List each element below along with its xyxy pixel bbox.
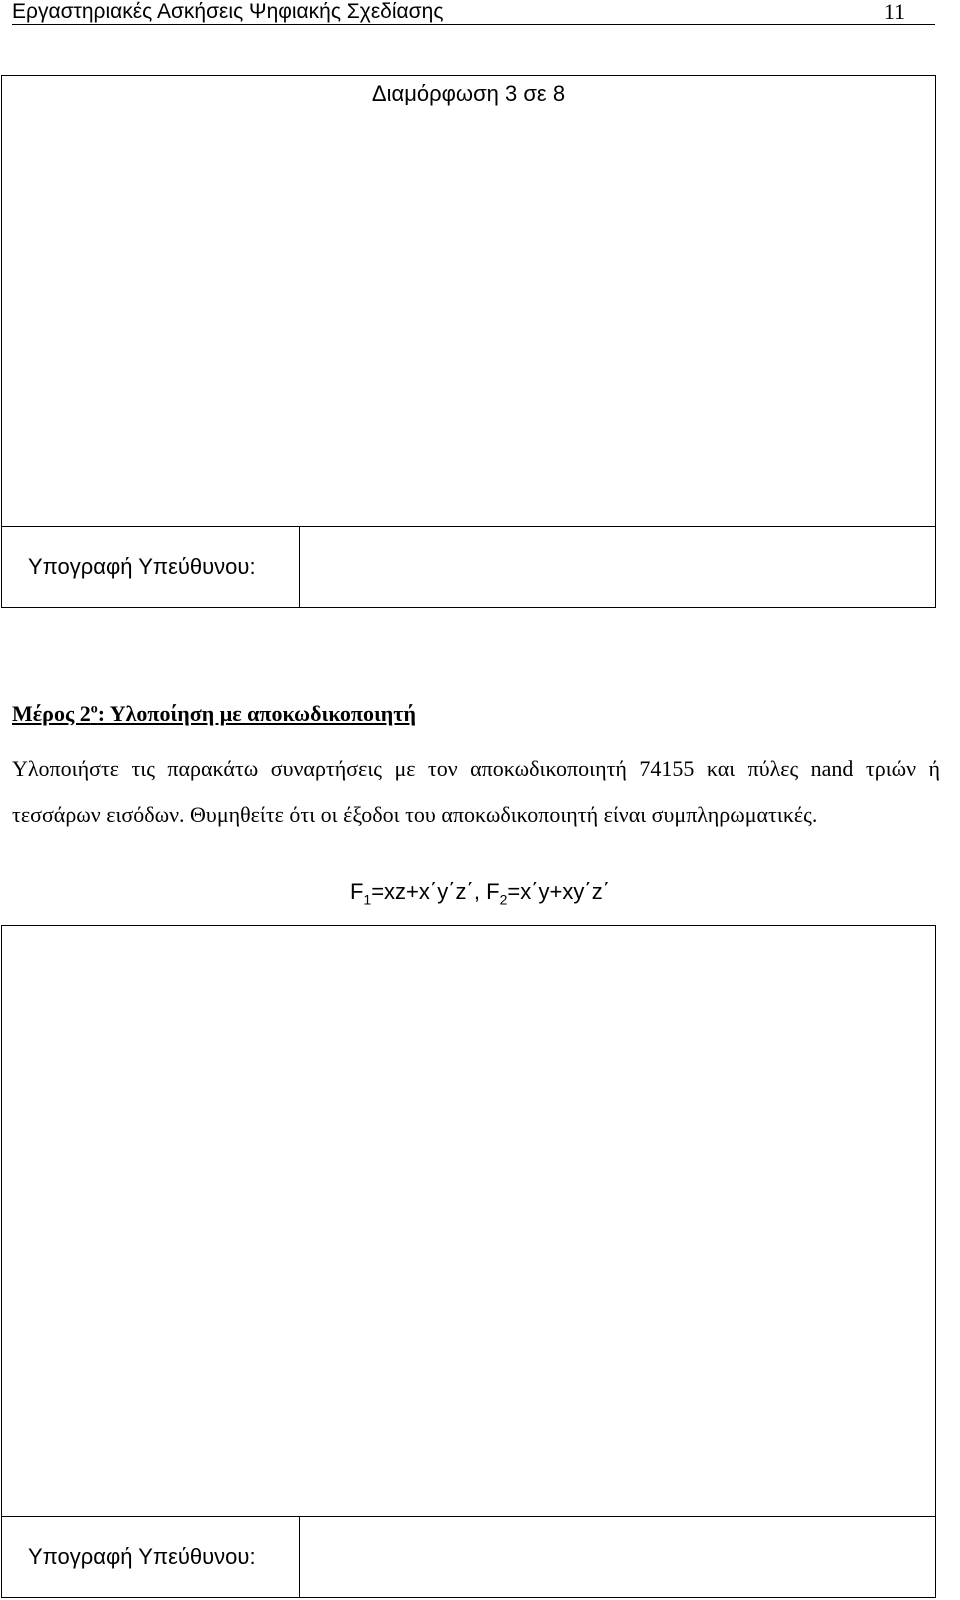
page-number: 11 — [883, 0, 905, 24]
instructions-paragraph: Υλοποιήστε τις παρακάτω συναρτήσεις με τον αποκωδικοποιητή 74155 και πύλες nand τριών ή τεσσάρων εισόδων. Θυμηθείτε ότι οι έξοδοι του αποκωδικοποιητή είναι συμπληρωματικές. — [12, 756, 940, 827]
signature-row — [2, 526, 935, 607]
header-title: Εργαστηριακές Ασκήσεις Ψηφιακής Σχεδίασης — [12, 0, 444, 23]
function-formulas — [0, 877, 960, 907]
signature-row — [2, 1516, 935, 1597]
signature-label: Υπογραφή Υπεύθυνου: — [2, 527, 300, 607]
f1-expression: =xz+x΄y΄z΄, — [371, 879, 487, 904]
answer-box-part2 — [1, 925, 936, 1598]
answer-box-title: Διαμόρφωση 3 σε 8 — [371, 81, 566, 106]
f2-expression: =x΄y+xy΄z΄ — [507, 879, 611, 904]
f1-subscript: 1 — [363, 891, 372, 908]
section-heading — [12, 700, 416, 728]
f2-subscript: 2 — [499, 891, 508, 908]
heading-suffix: : Υλοποίηση με αποκωδικοποιητή — [97, 701, 416, 726]
signature-label: Υπογραφή Υπεύθυνου: — [2, 1517, 300, 1597]
answer-box-part1 — [1, 75, 936, 608]
heading-ordinal: ο — [90, 701, 98, 717]
heading-prefix: Μέρος 2 — [12, 701, 91, 726]
f1-name: F — [349, 879, 364, 904]
f2-name: F — [486, 879, 500, 904]
page-header — [12, 0, 935, 25]
